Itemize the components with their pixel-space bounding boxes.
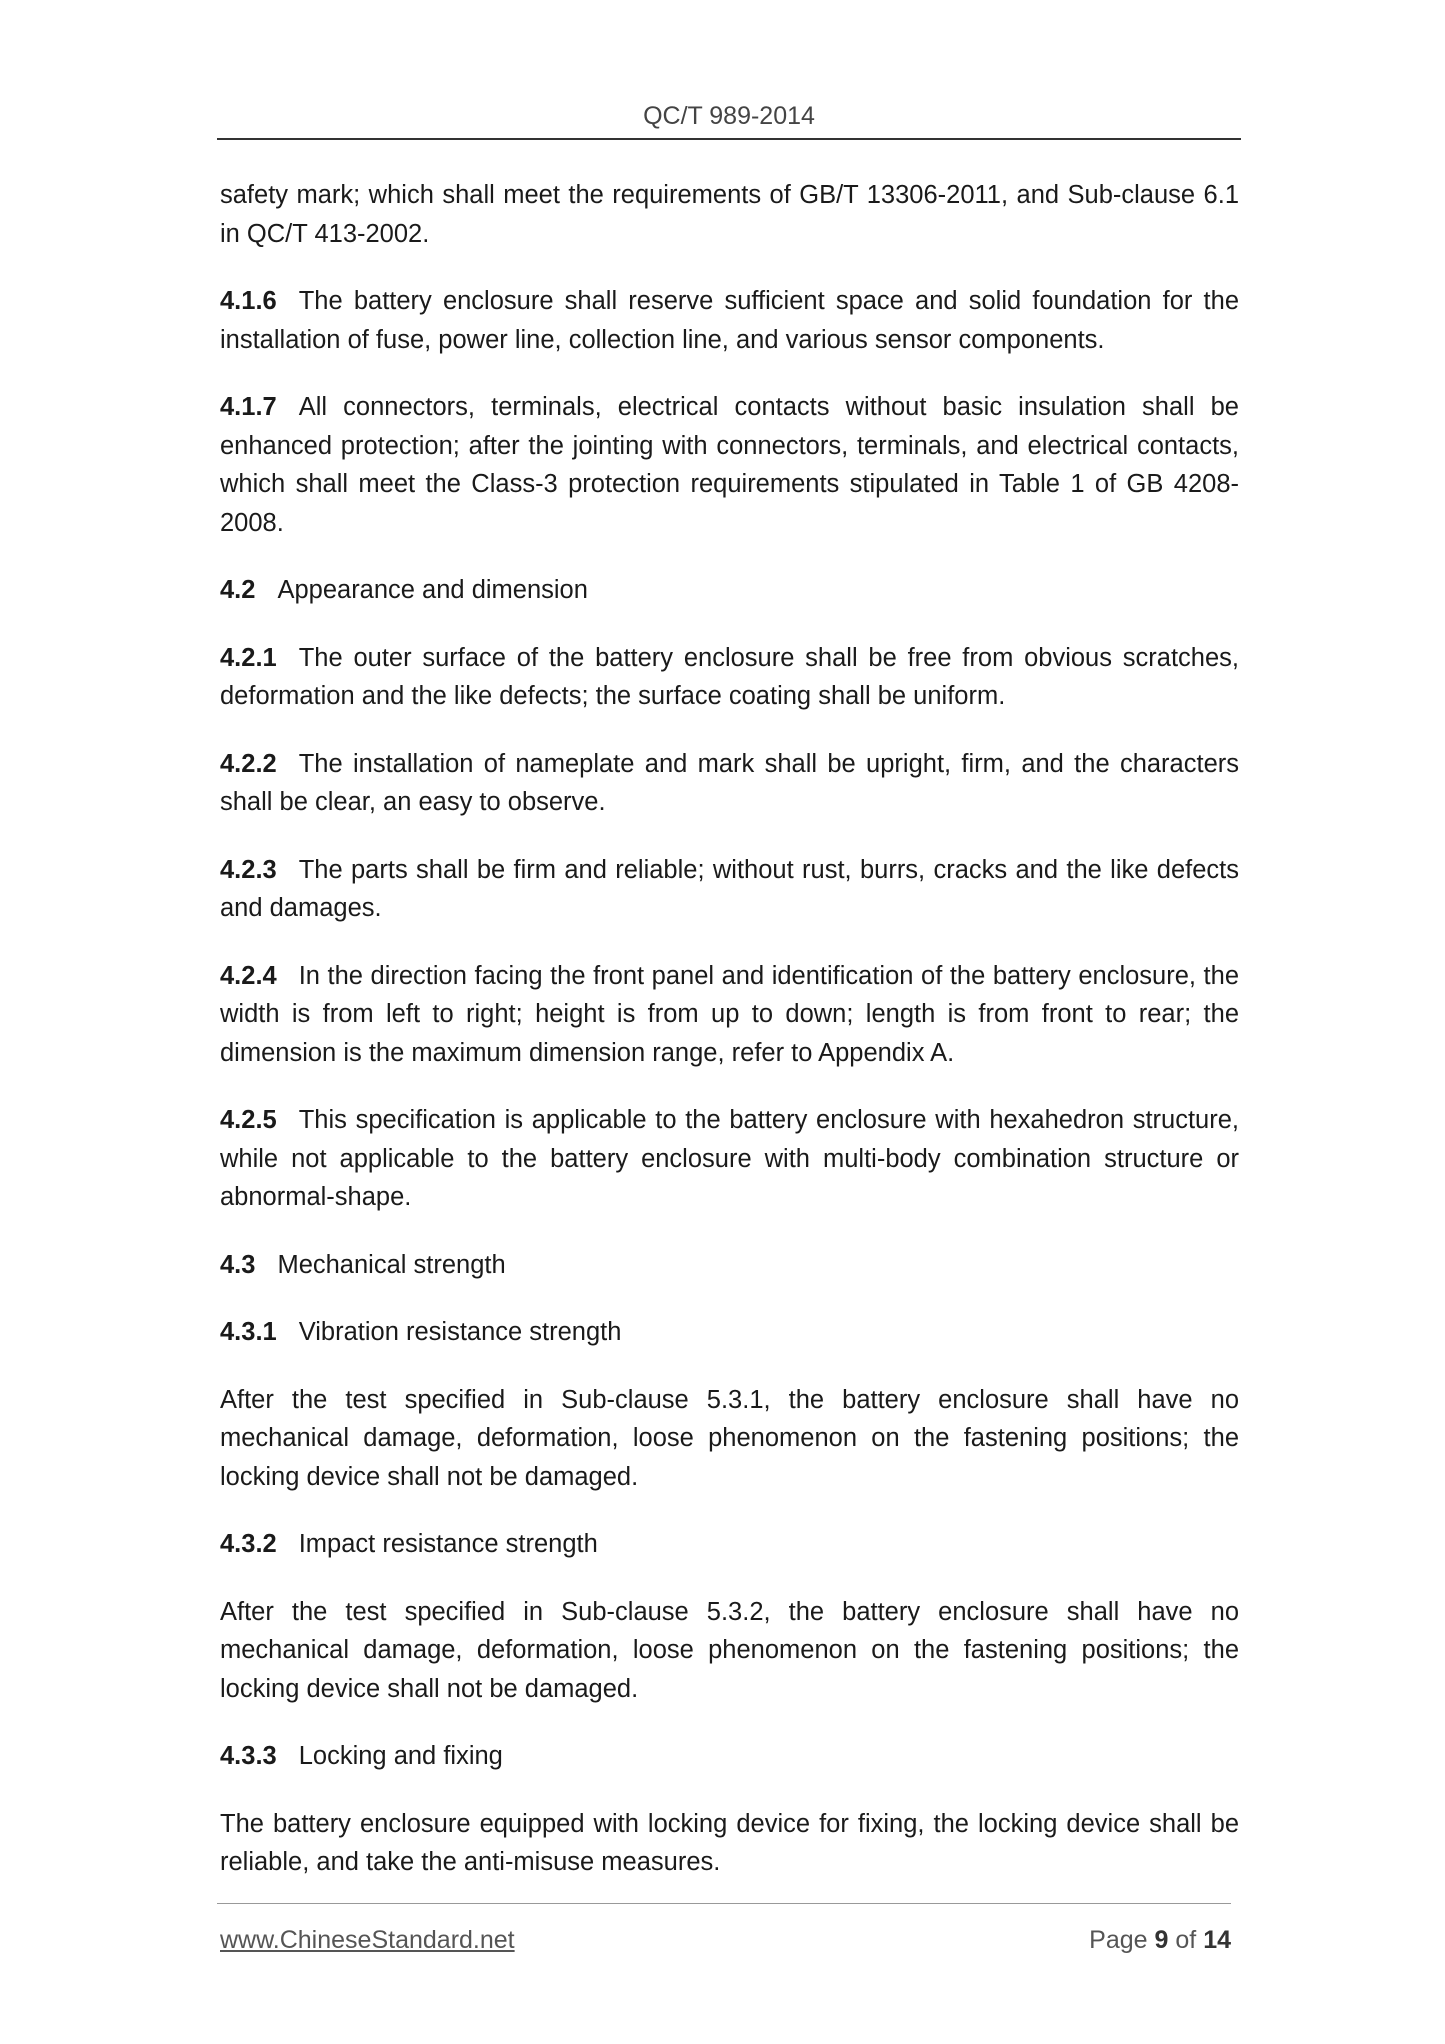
page-prefix: Page (1089, 1926, 1148, 1954)
clause-4-2-2 (220, 745, 1239, 822)
clause-title: Locking and fixing (298, 1742, 503, 1770)
section-number: 4.2 (220, 576, 256, 604)
paragraph (220, 1593, 1239, 1709)
clause-4-1-7 (220, 388, 1239, 542)
clause-text: The installation of nameplate and mark shall be upright, firm, and the characters shall be clear, an easy to observe. (220, 749, 1239, 816)
page-header (217, 102, 1241, 140)
clause-number: 4.2.4 (220, 961, 277, 990)
page-current: 9 (1154, 1926, 1169, 1954)
paragraph-text: The battery enclosure equipped with locking device for fixing, the locking device shall be reliable, and take the anti-misuse measures. (220, 1809, 1239, 1876)
section-number: 4.3 (220, 1250, 256, 1279)
clause-text: The outer surface of the battery enclosure shall be free from obvious scratches, deformation and the like defects; the surface coating shall be uniform. (220, 643, 1239, 710)
paragraph-text: safety mark; which shall meet the requirements of GB/T 13306-2011, and Sub-clause 6.1 in QC/T 413-2002. (220, 181, 1239, 248)
clause-text: The battery enclosure shall reserve sufficient space and solid foundation for the installation of fuse, power line, collection line, and various sensor components. (220, 287, 1239, 354)
clause-number: 4.2.3 (220, 855, 277, 884)
subheading-4-3-1 (220, 1313, 1239, 1352)
clause-number: 4.1.7 (220, 393, 277, 421)
footer-divider (217, 1903, 1231, 1904)
clause-number: 4.3.3 (220, 1742, 277, 1770)
page-total: 14 (1203, 1926, 1231, 1954)
clause-number: 4.2.1 (220, 643, 277, 672)
section-heading-4-3 (220, 1246, 1239, 1285)
page-number (1089, 1926, 1231, 1955)
clause-text: All connectors, terminals, electrical contacts without basic insulation shall be enhanced protection; after the jointing with connectors, terminals, and electrical contacts, which shall meet the Class-3 protection requirements stipulated in Table 1 of GB 4208-2008. (220, 393, 1239, 537)
subheading-4-3-2 (220, 1525, 1239, 1564)
clause-number: 4.3.2 (220, 1530, 277, 1558)
section-heading-4-2 (220, 571, 1239, 610)
clause-number: 4.2.2 (220, 749, 277, 778)
clause-title: Impact resistance strength (298, 1530, 598, 1558)
section-title: Mechanical strength (277, 1250, 506, 1279)
clause-number: 4.3.1 (220, 1318, 277, 1346)
paragraph-text: After the test specified in Sub-clause 5.3.2, the battery enclosure shall have no mechanical damage, deformation, loose phenomenon on the fastening positions; the locking device shall not be damaged. (220, 1597, 1239, 1703)
clause-4-2-3 (220, 851, 1239, 928)
clause-title: Vibration resistance strength (298, 1318, 622, 1346)
clause-4-2-5 (220, 1101, 1239, 1217)
clause-4-2-1 (220, 639, 1239, 716)
document-body (220, 176, 1239, 1911)
section-title: Appearance and dimension (277, 576, 588, 604)
paragraph-text: After the test specified in Sub-clause 5.3.1, the battery enclosure shall have no mechanical damage, deformation, loose phenomenon on the fastening positions; the locking device shall not be damaged. (220, 1385, 1239, 1491)
website-link[interactable]: www.ChineseStandard.net (220, 1926, 515, 1954)
clause-number: 4.2.5 (220, 1106, 277, 1134)
clause-4-2-4 (220, 957, 1239, 1073)
clause-text: The parts shall be firm and reliable; without rust, burrs, cracks and the like defects and damages. (220, 855, 1239, 922)
paragraph (220, 1381, 1239, 1497)
subheading-4-3-3 (220, 1737, 1239, 1776)
paragraph (220, 1805, 1239, 1882)
clause-number: 4.1.6 (220, 287, 277, 315)
clause-text: In the direction facing the front panel and identification of the battery enclosure, the width is from left to right; height is from up to down; length is from front to rear; the dimension is the maximum dimension range, refer to Appendix A. (220, 961, 1239, 1067)
clause-4-1-6 (220, 282, 1239, 359)
page-of: of (1175, 1926, 1197, 1954)
document-code: QC/T 989-2014 (643, 102, 815, 130)
clause-text: This specification is applicable to the battery enclosure with hexahedron structure, while not applicable to the battery enclosure with multi-body combination structure or abnormal-shape. (220, 1106, 1239, 1211)
paragraph (220, 176, 1239, 253)
